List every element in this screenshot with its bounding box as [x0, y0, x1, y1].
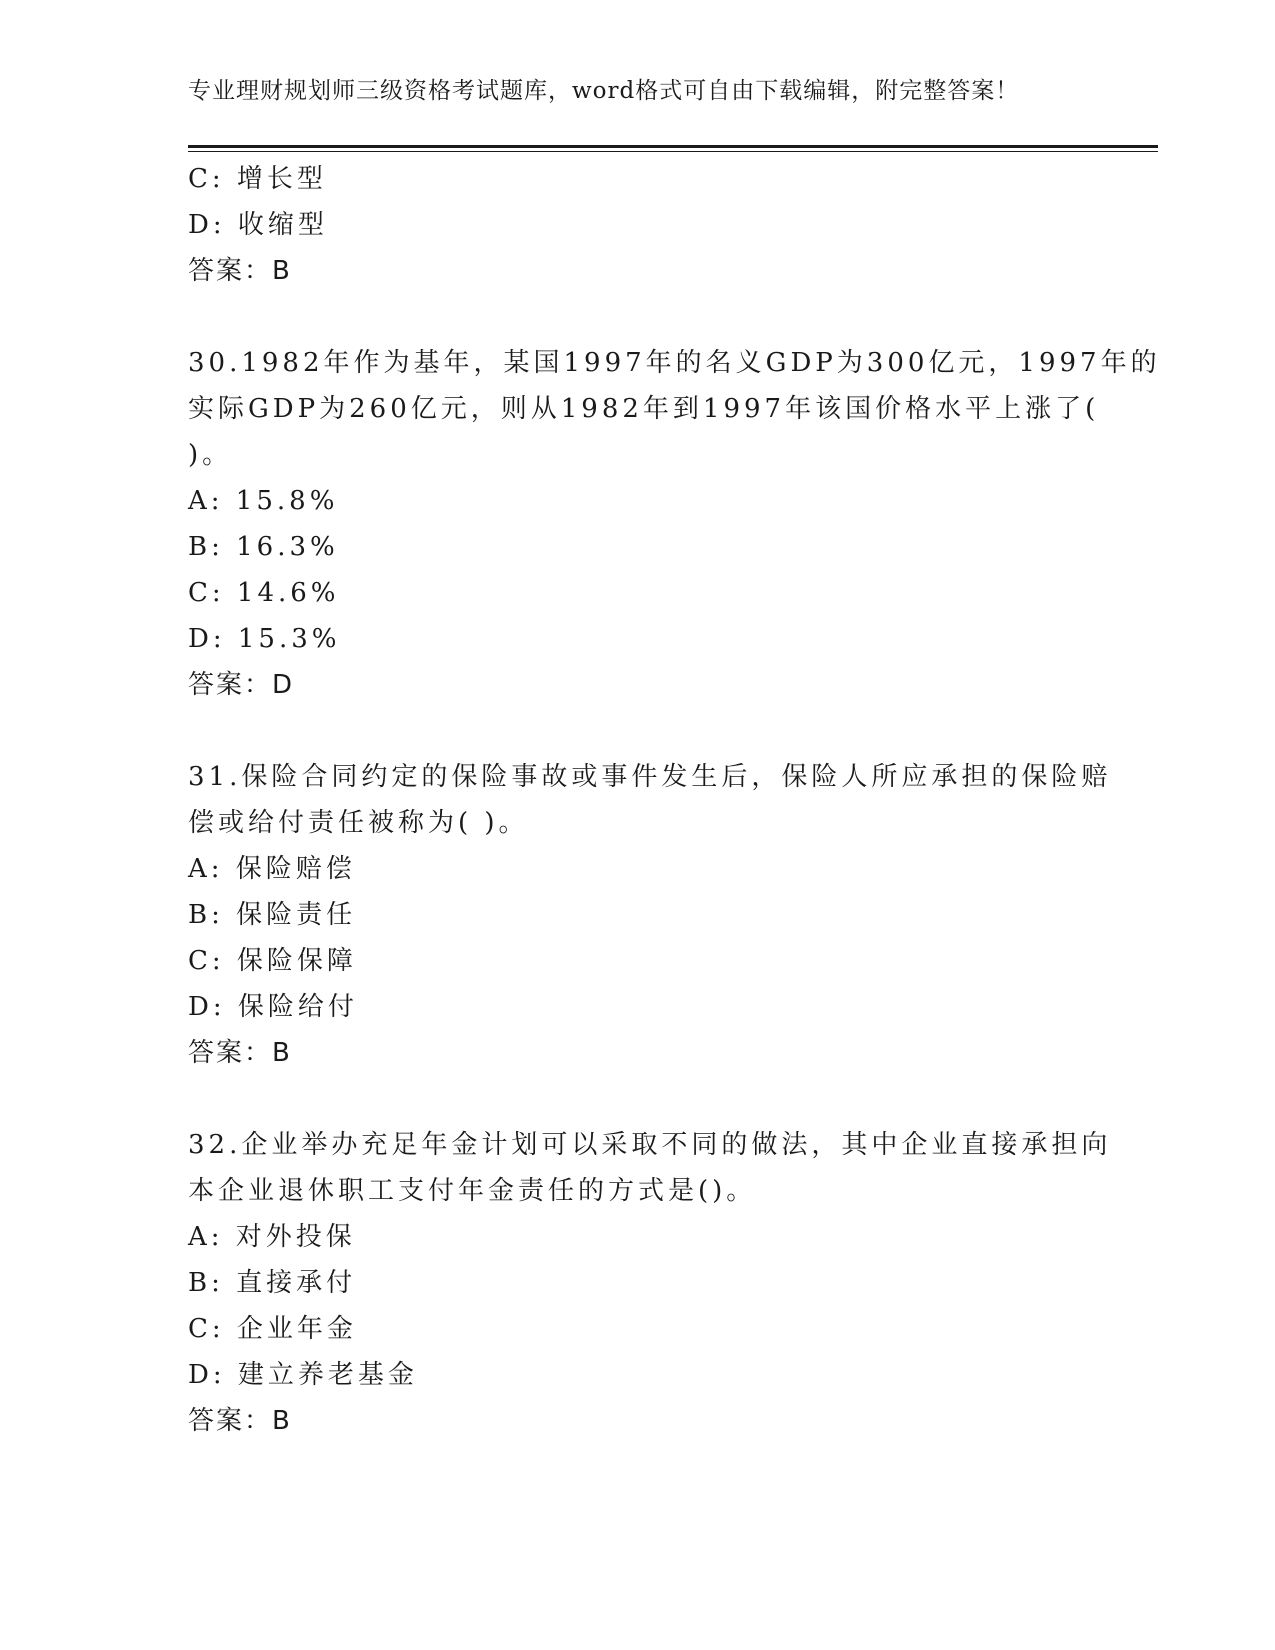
question-block-31	[188, 754, 1112, 1076]
option-d: D: 收缩型	[188, 210, 328, 240]
question-block-29-tail	[188, 156, 1088, 294]
question-stem-line: 32.企业举办充足年金计划可以采取不同的做法，其中企业直接承担向	[188, 1130, 1112, 1160]
option-c: C: 保险保障	[188, 946, 357, 976]
question-stem-line: 31.保险合同约定的保险事故或事件发生后，保险人所应承担的保险赔	[188, 762, 1112, 792]
option-a: A: 保险赔偿	[188, 854, 356, 884]
option-d: D: 保险给付	[188, 992, 358, 1022]
spacer	[188, 1076, 1088, 1122]
option-d: D: 15.3%	[188, 624, 341, 654]
option-b: B: 保险责任	[188, 900, 357, 930]
spacer	[188, 294, 1088, 340]
page-header: 专业理财规划师三级资格考试题库，word格式可自由下载编辑，附完整答案！	[188, 78, 1020, 104]
option-a: A: 15.8%	[188, 486, 339, 516]
answer-line: 答案：B	[188, 1406, 292, 1436]
option-c: C: 14.6%	[188, 578, 340, 608]
option-c: C: 企业年金	[188, 1314, 357, 1344]
question-stem-line: 实际GDP为260亿元，则从1982年到1997年该国价格水平上涨了(	[188, 394, 1100, 424]
option-b: B: 直接承付	[188, 1268, 357, 1298]
question-stem-line: )。	[188, 440, 233, 470]
answer-line: 答案：B	[188, 1038, 292, 1068]
option-b: B: 16.3%	[188, 532, 339, 562]
question-stem-line: 偿或给付责任被称为( )。	[188, 808, 529, 838]
question-stem-line: 本企业退休职工支付年金责任的方式是()。	[188, 1176, 757, 1206]
question-stem-line: 30.1982年作为基年，某国1997年的名义GDP为300亿元，1997年的	[188, 348, 1161, 378]
answer-line: 答案：D	[188, 670, 295, 700]
question-block-30	[188, 340, 1161, 708]
answer-line: 答案：B	[188, 256, 292, 286]
question-block-32	[188, 1122, 1112, 1444]
spacer	[188, 708, 1088, 754]
document-body	[188, 156, 1161, 1444]
header-rule-thin	[188, 151, 1158, 152]
option-a: A: 对外投保	[188, 1222, 356, 1252]
header-rule-thick	[188, 145, 1158, 148]
option-d: D: 建立养老基金	[188, 1360, 418, 1390]
option-c: C: 增长型	[188, 164, 327, 194]
